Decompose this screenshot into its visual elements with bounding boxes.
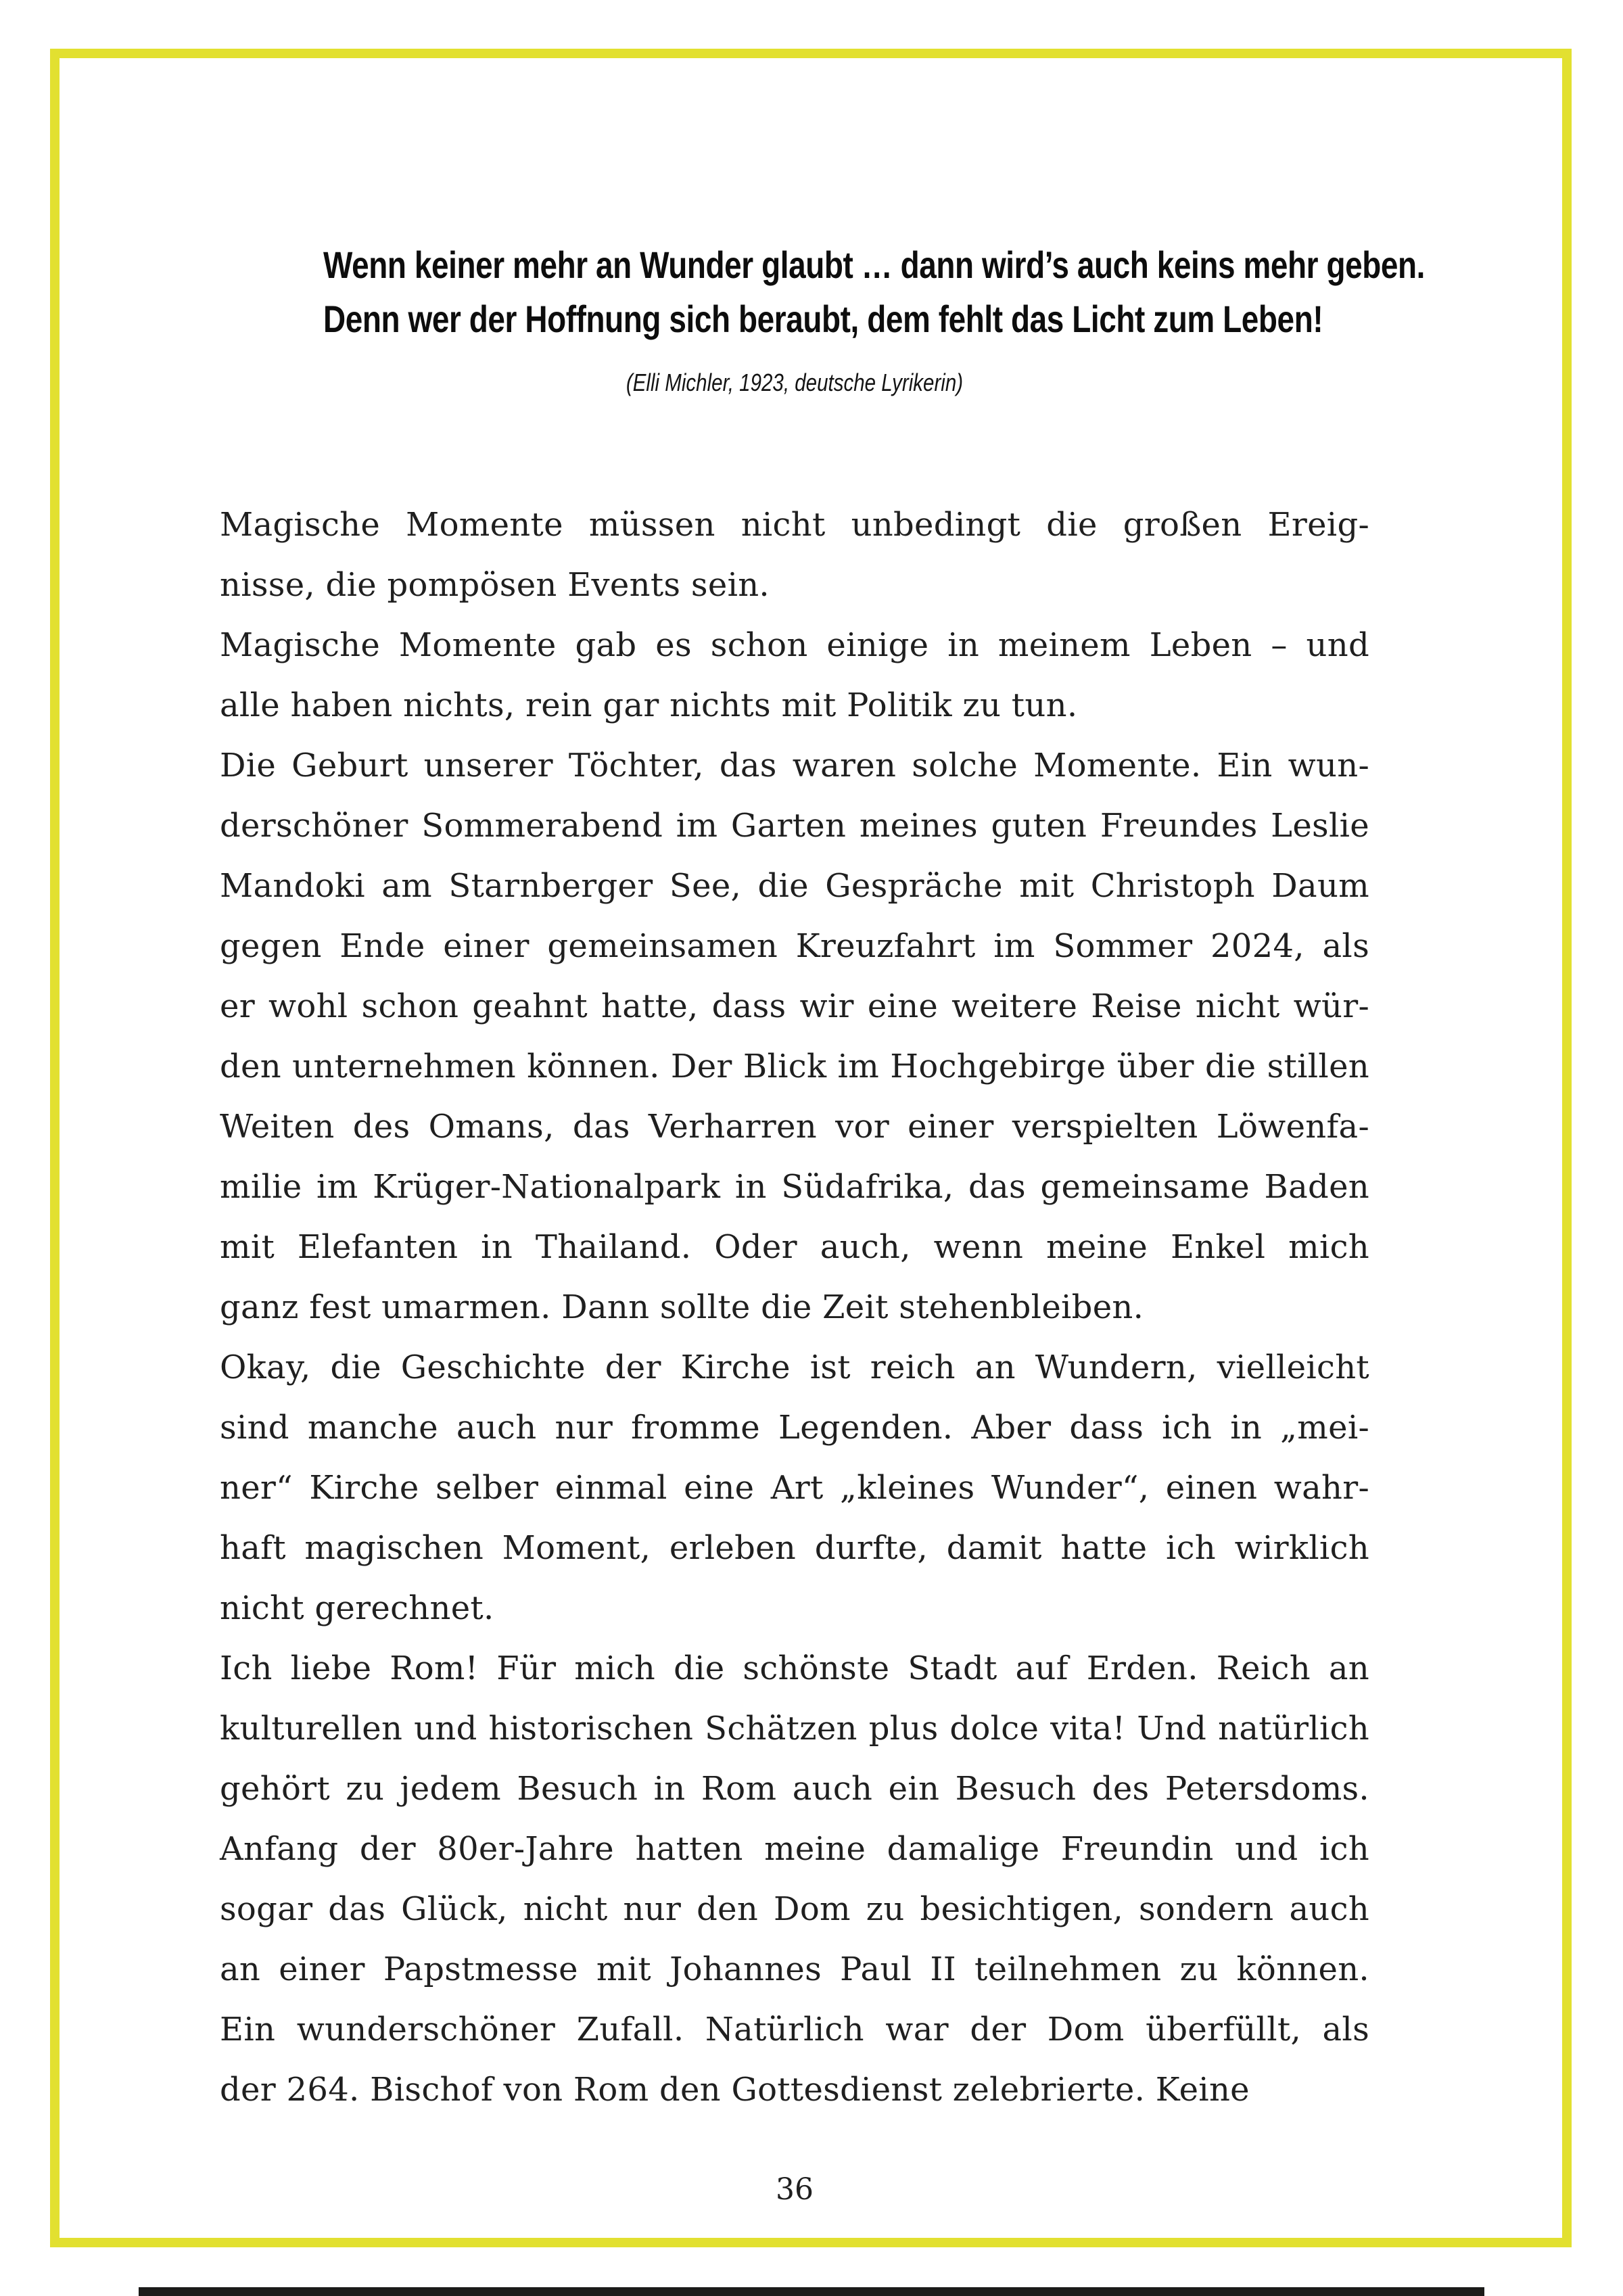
epigraph-line-2: Denn wer der Hoffnung sich beraubt, dem fehlt das Licht zum Leben! xyxy=(323,298,1323,340)
text-line: Die Geburt unserer Töchter, das waren solche Momente. Ein wun- xyxy=(220,747,1369,784)
text-line: milie im Krüger-Nationalpark in Südafrika, das gemeinsame Baden xyxy=(220,1168,1369,1206)
epigraph-line-1: Wenn keiner mehr an Wunder glaubt … dann wird’s auch keins mehr geben. xyxy=(323,243,1425,286)
paragraph xyxy=(220,1338,1369,1639)
text-line: derschöner Sommerabend im Garten meines guten Freundes Leslie xyxy=(220,807,1369,845)
text-line: ganz fest umarmen. Dann sollte die Zeit stehenbleiben. xyxy=(220,1288,1144,1326)
text-line: gehört zu jedem Besuch in Rom auch ein Besuch des Petersdoms. xyxy=(220,1770,1369,1808)
text-line: er wohl schon geahnt hatte, dass wir eine weitere Reise nicht wür- xyxy=(220,987,1369,1025)
paragraph xyxy=(220,615,1369,736)
text-line: ner“ Kirche selber einmal eine Art „kleines Wunder“, einen wahr- xyxy=(220,1469,1369,1507)
text-line: sind manche auch nur fromme Legenden. Aber dass ich in „mei- xyxy=(220,1409,1369,1447)
text-line: Ich liebe Rom! Für mich die schönste Stadt auf Erden. Reich an xyxy=(220,1649,1369,1687)
text-line: Magische Momente müssen nicht unbedingt die großen Ereig- xyxy=(220,506,1369,544)
text-line: nisse, die pompösen Events sein. xyxy=(220,566,770,604)
text-line: nicht gerechnet. xyxy=(220,1589,494,1627)
text-line: der 264. Bischof von Rom den Gottesdienst zelebrierte. Keine xyxy=(220,2071,1250,2109)
text-line: Mandoki am Starnberger See, die Gespräche mit Christoph Daum xyxy=(220,867,1369,905)
page-number: 36 xyxy=(776,2172,814,2207)
body-text xyxy=(220,495,1369,2120)
text-line: Weiten des Omans, das Verharren vor einer verspielten Löwenfa- xyxy=(220,1108,1369,1146)
text-line: den unternehmen können. Der Blick im Hochgebirge über die stillen xyxy=(220,1048,1369,1085)
page-content xyxy=(220,0,1425,2296)
text-line: an einer Papstmesse mit Johannes Paul II teilnehmen zu können. xyxy=(220,1950,1369,1988)
paragraph xyxy=(220,1639,1369,2120)
epigraph xyxy=(220,0,1425,402)
paragraph xyxy=(220,736,1369,1338)
text-line: mit Elefanten in Thailand. Oder auch, wenn meine Enkel mich xyxy=(220,1228,1369,1266)
text-line: alle haben nichts, rein gar nichts mit Politik zu tun. xyxy=(220,686,1078,724)
text-line: Anfang der 80er-Jahre hatten meine damalige Freundin und ich xyxy=(220,1830,1369,1868)
text-line: Ein wunderschöner Zufall. Natürlich war der Dom überfüllt, als xyxy=(220,2011,1369,2048)
paragraph xyxy=(220,495,1369,615)
text-line: Okay, die Geschichte der Kirche ist reich an Wundern, vielleicht xyxy=(220,1349,1369,1386)
text-line: gegen Ende einer gemeinsamen Kreuzfahrt im Sommer 2024, als xyxy=(220,927,1369,965)
text-line: sogar das Glück, nicht nur den Dom zu besichtigen, sondern auch xyxy=(220,1890,1369,1928)
scan-edge-artifact xyxy=(139,2287,1484,2296)
text-line: Magische Momente gab es schon einige in meinem Leben – und xyxy=(220,626,1369,664)
text-line: kulturellen und historischen Schätzen plus dolce vita! Und natürlich xyxy=(220,1710,1369,1748)
text-line: haft magischen Moment, erleben durfte, damit hatte ich wirklich xyxy=(220,1529,1369,1567)
epigraph-attribution: (Elli Michler, 1923, deutsche Lyrikerin) xyxy=(626,369,964,396)
